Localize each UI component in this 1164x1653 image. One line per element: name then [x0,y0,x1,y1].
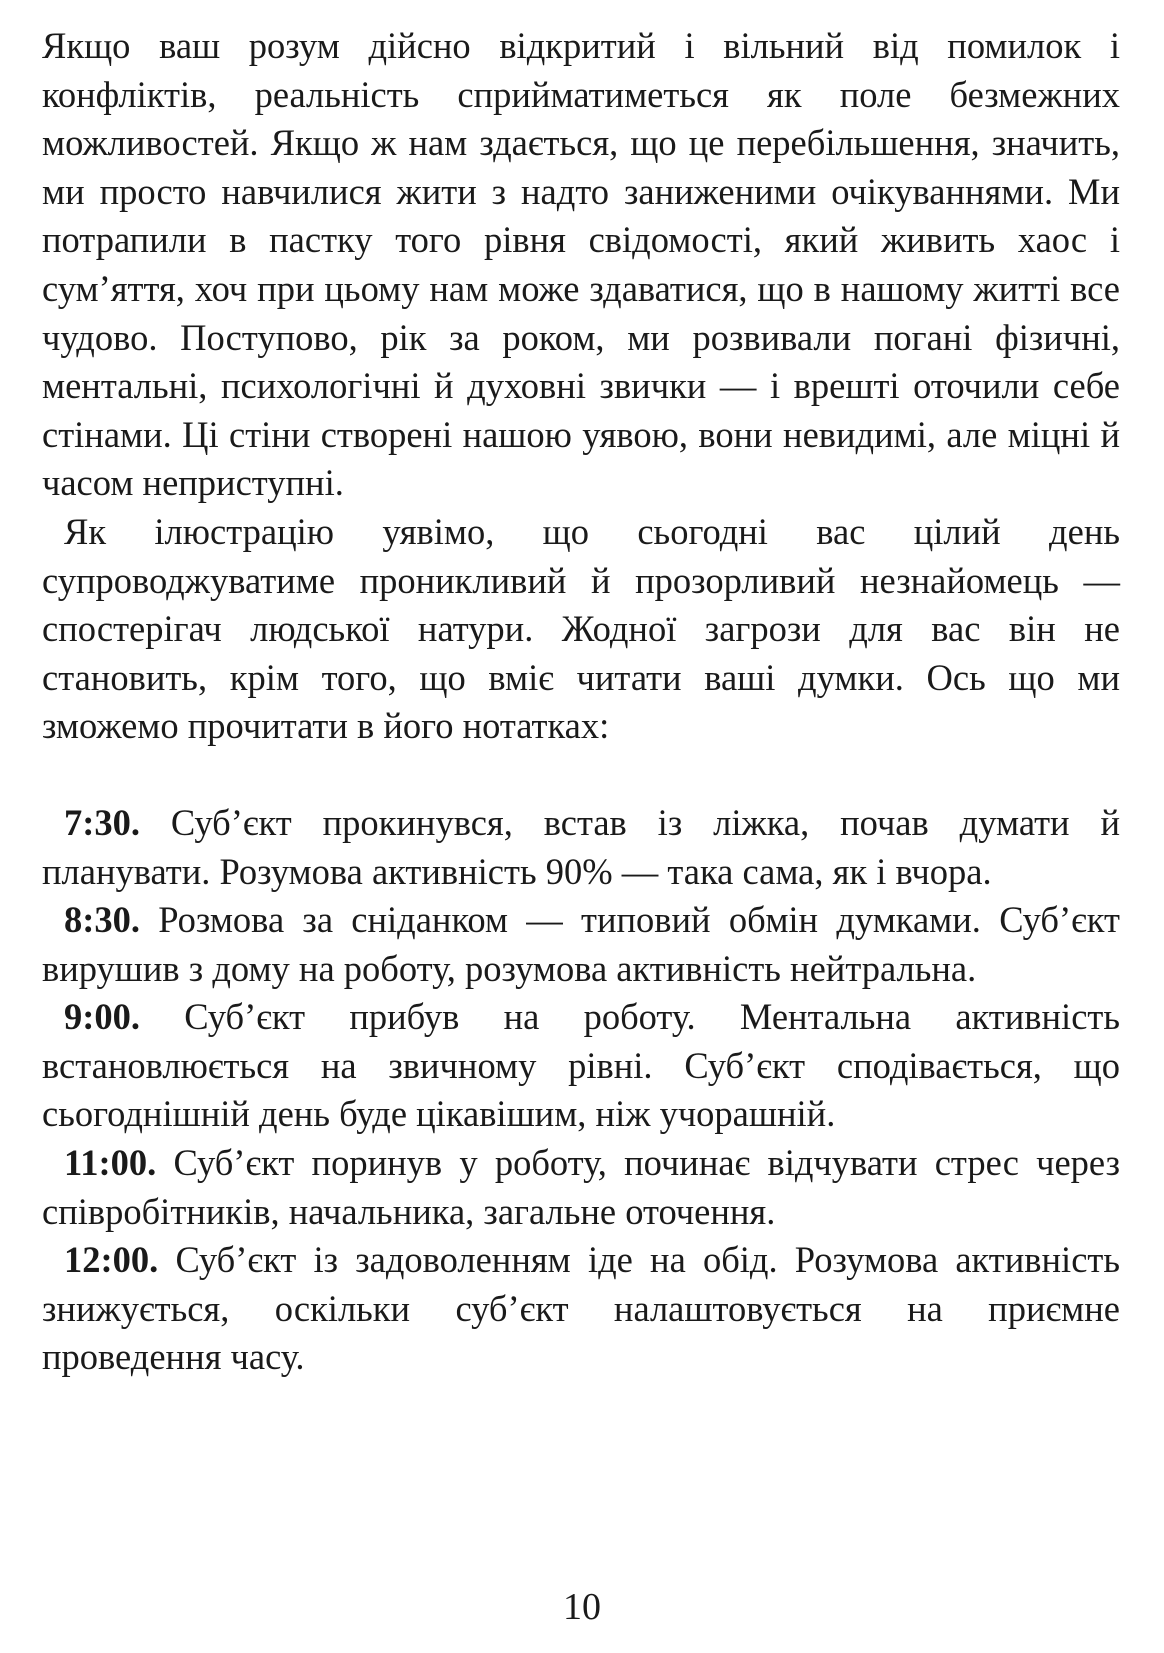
note-text: Суб’єкт із задоволенням іде на обід. Розумова активність знижується, оскільки суб’єкт налаштовується на приємне проведення часу. [42,1239,1120,1378]
paragraph-intro: Якщо ваш розум дійсно відкритий і вільний від помилок і конфліктів, реальність сприйматиметься як поле безмежних можливостей. Якщо ж нам здається, що це перебільшення, значить, ми просто навчилися жити з надто заниженими очікуваннями. Ми потрапили в пастку того рівня свідомості, який живить хаос і сум’яття, хоч при цьому нам може здаватися, що в нашому житті все чудово. Поступово, рік за роком, ми розвивали погані фізичні, ментальні, психологічні й духовні звички — і врешті оточили себе стінами. Ці стіни створені нашою уявою, вони невидимі, але міцні й часом неприступні. [42,25,1120,504]
note-time: 12:00. [64,1239,159,1281]
note-time: 11:00. [64,1142,157,1184]
note-entry [42,1139,1120,1236]
page-number: 10 [563,1586,601,1628]
note-entry [42,993,1120,1139]
note-time: 9:00. [64,996,141,1038]
note-entry [42,799,1120,896]
paragraph-gap [42,751,1120,799]
paragraph-illustration: Як ілюстрацію уявімо, що сьогодні вас цілий день супроводжуватиме проникливий й прозорливий незнайомець — спостерігач людської натури. Жодної загрози для вас він не становить, крім того, що вміє читати ваші думки. Ось що ми зможемо прочитати в його нотатках: [42,510,1120,747]
note-time: 8:30. [64,899,141,941]
note-text: Суб’єкт прибув на роботу. Ментальна активність встановлюється на звичному рівні. Суб’єкт сподівається, що сьогоднішній день буде цікавішим, ніж учорашній. [42,996,1120,1135]
note-entry [42,896,1120,993]
note-entry [42,1236,1120,1382]
note-text: Розмова за сніданком — типовий обмін думками. Суб’єкт вирушив з дому на роботу, розумова активність нейтральна. [42,899,1120,989]
note-text: Суб’єкт прокинувся, встав із ліжка, почав думати й планувати. Розумова активність 90% — така сама, як і вчора. [42,801,1120,892]
note-time: 7:30. [64,801,141,843]
document-page [42,22,1120,1382]
note-text: Суб’єкт поринув у роботу, починає відчувати стрес через співробітників, начальника, загальне оточення. [42,1142,1120,1232]
